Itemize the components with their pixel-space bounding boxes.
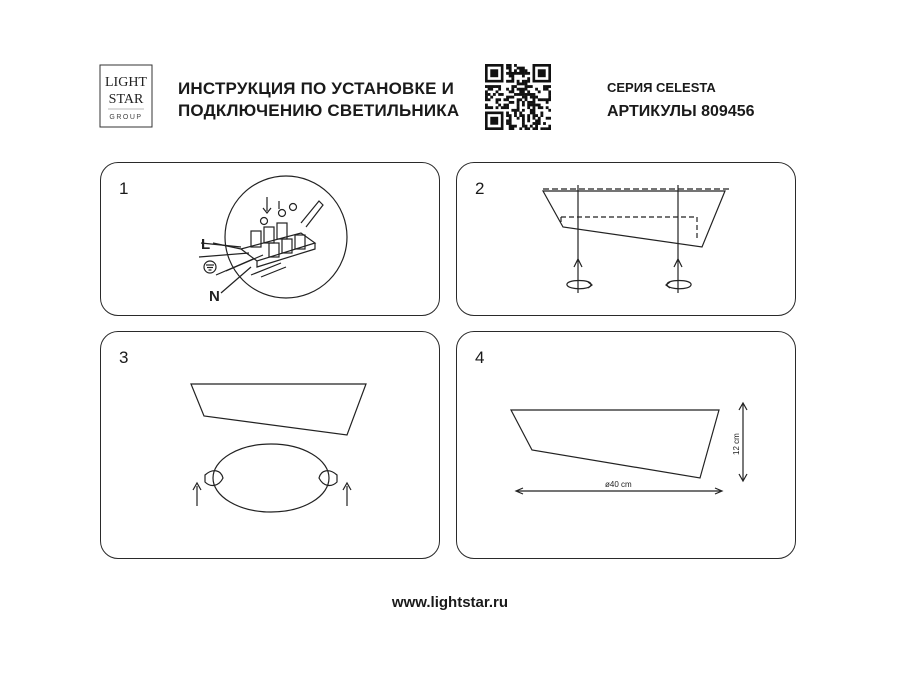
diffuser-diagram (101, 332, 441, 560)
step-number: 4 (475, 348, 485, 367)
dimensions-diagram (457, 332, 797, 560)
live-label: L (201, 236, 211, 253)
page-title (178, 78, 459, 122)
step-number: 2 (475, 179, 485, 198)
svg-text:LIGHT: LIGHT (105, 75, 147, 90)
title-line-2: ПОДКЛЮЧЕНИЮ СВЕТИЛЬНИКА (178, 101, 460, 120)
website-link[interactable]: www.lightstar.ru (391, 594, 509, 611)
article-label: АРТИКУЛЫ 809456 (607, 103, 755, 120)
step-number: 3 (119, 348, 129, 367)
title-line-1: ИНСТРУКЦИЯ ПО УСТАНОВКЕ И (178, 79, 454, 98)
diameter-dimension: ø40 cm (605, 480, 632, 489)
step-4-panel (456, 331, 796, 559)
wiring-diagram (101, 163, 441, 317)
step-1-panel (100, 162, 440, 316)
step-number: 1 (119, 179, 129, 198)
height-dimension: 12 cm (732, 433, 741, 455)
step-3-panel (100, 331, 440, 559)
qr-code (485, 64, 551, 130)
series-label: СЕРИЯ CELESTA (607, 80, 716, 95)
svg-text:GROUP: GROUP (109, 114, 143, 121)
lightstar-logo (99, 64, 153, 128)
svg-text:STAR: STAR (108, 92, 144, 107)
mounting-diagram (457, 163, 797, 317)
step-2-panel (456, 162, 796, 316)
neutral-label: N (209, 288, 220, 305)
